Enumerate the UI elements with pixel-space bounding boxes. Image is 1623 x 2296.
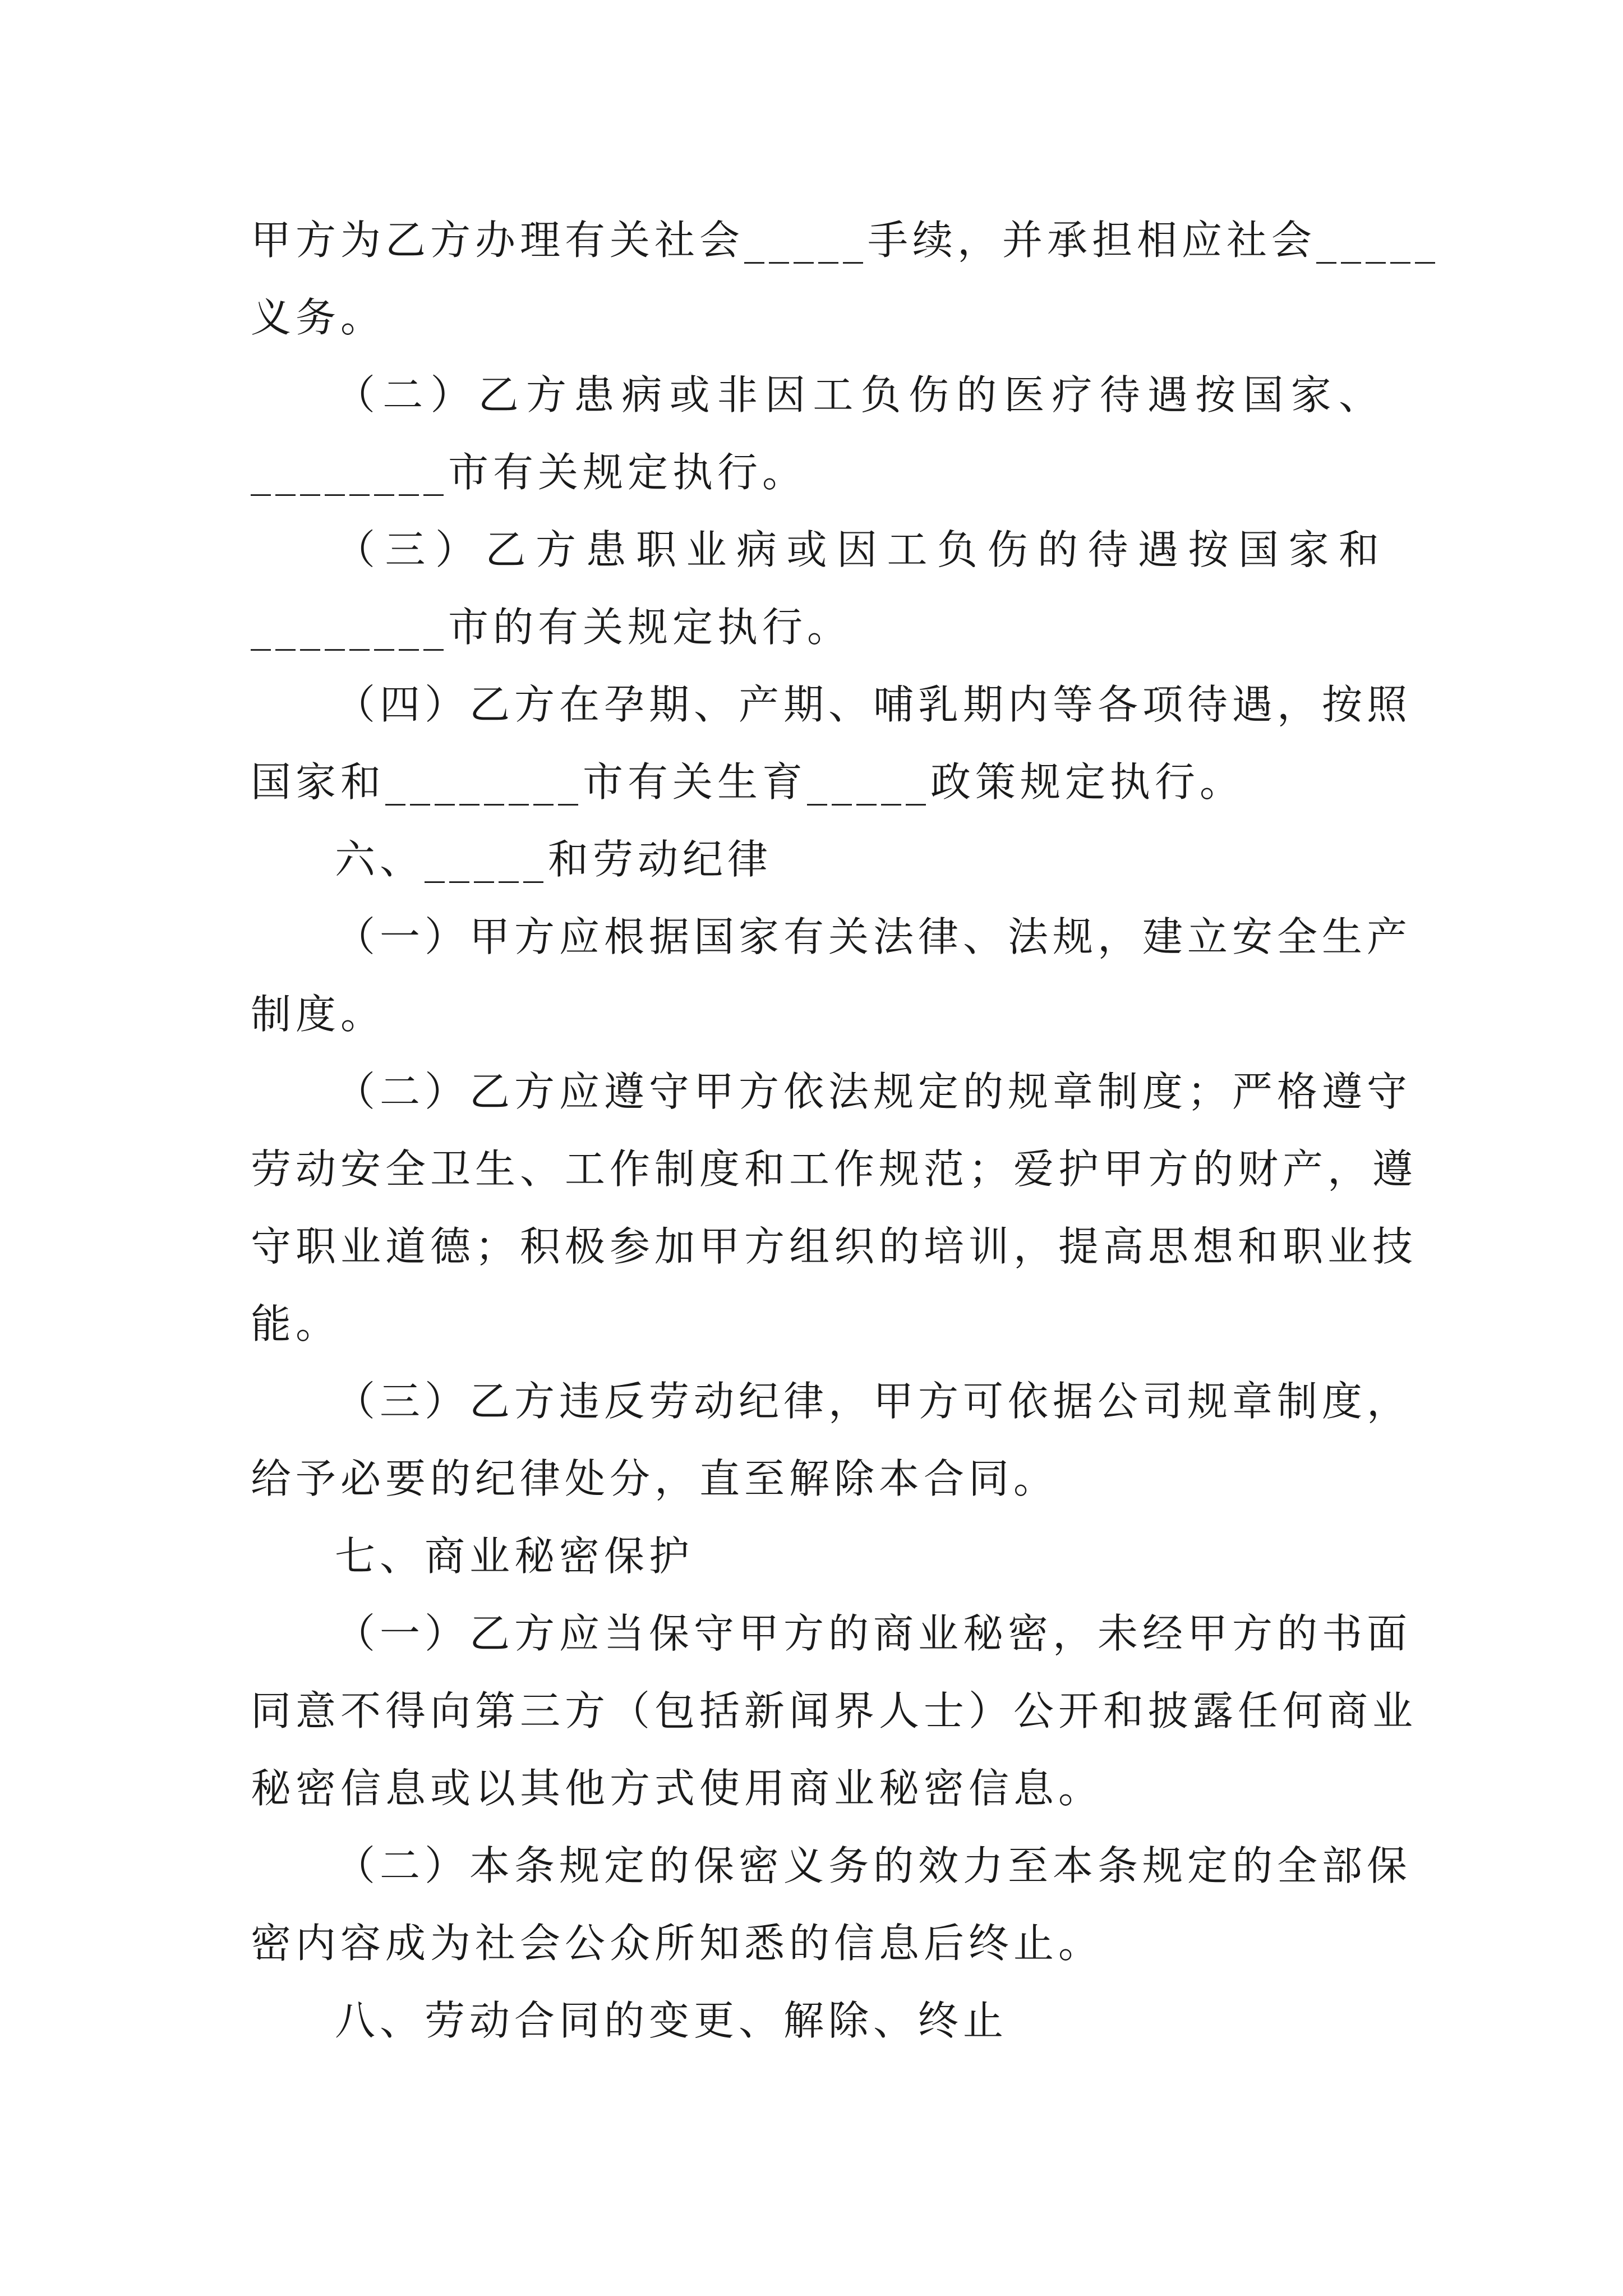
section-heading: 七、商业秘密保护 [335, 1533, 694, 1580]
text-line: 制度。 [251, 991, 386, 1038]
text-line: 守职业道德；积极参加甲方组织的培训，提高思想和职业技 [251, 1223, 1418, 1270]
text-line: （一）乙方应当保守甲方的商业秘密，未经甲方的书面 [335, 1610, 1412, 1657]
text-line: ________市有关规定执行。 [251, 449, 808, 496]
text-line: 义务。 [251, 294, 386, 341]
text-line: 甲方为乙方办理有关社会_____手续，并承担相应社会_____ [251, 217, 1440, 264]
text-line: （二）乙方患病或非因工负伤的医疗待遇按国家、 [335, 371, 1384, 418]
text-line: （三）乙方违反劳动纪律，甲方可依据公司规章制度， [335, 1378, 1412, 1425]
text-line: 劳动安全卫生、工作制度和工作规范；爱护甲方的财产，遵 [251, 1145, 1418, 1193]
text-line: 密内容成为社会公众所知悉的信息后终止。 [251, 1920, 1104, 1967]
text-line: （三）乙方患职业病或因工负伤的待遇按国家和 [335, 526, 1384, 573]
text-line: 给予必要的纪律处分，直至解除本合同。 [251, 1455, 1059, 1502]
text-line: ________市的有关规定执行。 [251, 604, 852, 651]
section-heading: 六、_____和劳动纪律 [335, 836, 773, 883]
text-line: （二）本条规定的保密义务的效力至本条规定的全部保 [335, 1842, 1412, 1889]
text-line: （四）乙方在孕期、产期、哺乳期内等各项待遇，按照 [335, 681, 1412, 728]
text-line: （一）甲方应根据国家有关法律、法规，建立安全生产 [335, 913, 1412, 960]
text-line: 同意不得向第三方（包括新闻界人士）公开和披露任何商业 [251, 1687, 1418, 1734]
text-line: 国家和________市有关生育_____政策规定执行。 [251, 758, 1245, 806]
text-line: 能。 [251, 1300, 341, 1347]
text-line: 秘密信息或以其他方式使用商业秘密信息。 [251, 1765, 1104, 1812]
text-line: （二）乙方应遵守甲方依法规定的规章制度；严格遵守 [335, 1068, 1412, 1115]
section-heading: 八、劳动合同的变更、解除、终止 [335, 1997, 1008, 2044]
